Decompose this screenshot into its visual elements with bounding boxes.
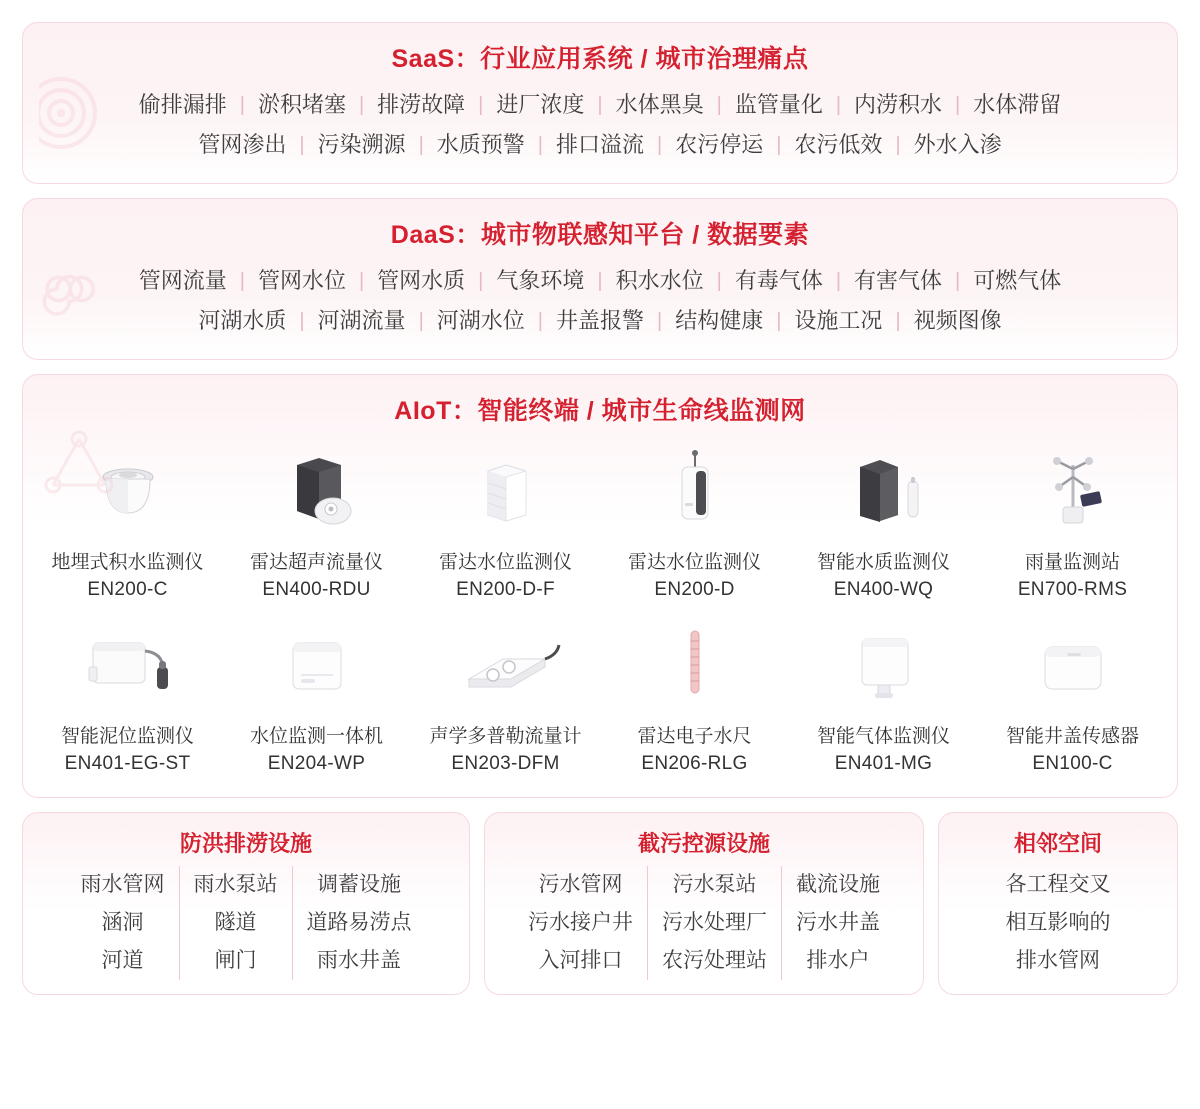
separator: |: [239, 94, 245, 116]
device-model: EN401-EG-ST: [64, 753, 191, 774]
device-name: 水位监测一体机: [249, 726, 383, 747]
flood-control-panel: [22, 812, 470, 995]
device-name: 地埋式积水监测仪: [51, 552, 204, 573]
daas-tag: 积水水位: [615, 268, 704, 293]
separator: |: [418, 134, 424, 156]
separator: |: [955, 94, 961, 116]
aiot-title: AIoT：智能终端 / 城市生命线监测网: [394, 397, 806, 425]
separator: |: [358, 270, 365, 292]
radar-ultrasonic-flow-meter-icon: [267, 447, 367, 539]
daas-tag: 有毒气体: [734, 268, 823, 293]
separator: |: [537, 310, 543, 332]
pollution-interception-panel: [484, 812, 924, 995]
saas-row-1: [39, 85, 1161, 125]
flood-item: 雨水泵站: [193, 873, 278, 896]
device-name: 雷达水位监测仪: [438, 552, 572, 573]
daas-tag: 有害气体: [854, 268, 943, 293]
device-model: EN200-C: [87, 579, 168, 600]
intercept-item: 农污处理站: [662, 949, 767, 972]
intercept-item: 入河排口: [538, 949, 623, 972]
separator: |: [597, 270, 603, 292]
saas-tag: 外水入渗: [913, 132, 1002, 157]
adjacent-lines: [939, 866, 1177, 980]
flood-item: 闸门: [214, 949, 257, 972]
separator: |: [955, 270, 961, 292]
device-name: 雷达水位监测仪: [627, 552, 761, 573]
device-card[interactable]: [789, 439, 978, 609]
daas-row-2: [39, 301, 1161, 341]
saas-tag: 污染溯源: [317, 132, 406, 157]
device-name: 声学多普勒流量计: [429, 726, 582, 747]
radar-electronic-water-gauge-icon: [649, 621, 741, 713]
adjacent-line: 排水管网: [1016, 949, 1100, 972]
intercept-item: 排水户: [806, 949, 870, 972]
integrated-water-level-monitor-icon: [271, 621, 363, 713]
daas-tag: 河湖水位: [436, 308, 525, 333]
device-model: EN206-RLG: [641, 753, 748, 774]
device-model: EN204-WP: [267, 753, 366, 774]
saas-tag: 排口溢流: [555, 132, 644, 157]
device-name: 雷达超声流量仪: [249, 552, 383, 573]
separator: |: [895, 134, 901, 156]
device-card[interactable]: [978, 613, 1167, 783]
flood-columns: [23, 866, 469, 980]
saas-tag: 水体黑臭: [615, 92, 704, 117]
daas-tag: 管网水位: [257, 268, 346, 293]
separator: |: [537, 134, 543, 156]
daas-tag: 结构健康: [675, 308, 764, 333]
aiot-panel: [22, 374, 1178, 798]
separator: |: [776, 310, 782, 332]
device-card[interactable]: [33, 439, 222, 609]
device-model: EN700-RMS: [1017, 579, 1128, 600]
flood-item: 道路易涝点: [306, 911, 412, 934]
intercept-item: 截流设施: [796, 873, 880, 896]
flood-item: 隧道: [214, 911, 257, 934]
daas-tag: 气象环境: [496, 268, 585, 293]
device-name: 智能水质监测仪: [816, 552, 950, 573]
intercept-item: 污水井盖: [796, 911, 880, 934]
device-name: 智能井盖传感器: [1005, 726, 1139, 747]
daas-tag: 管网流量: [138, 268, 227, 293]
device-name: 雷达电子水尺: [637, 726, 752, 747]
separator: |: [478, 270, 484, 292]
smart-sludge-level-monitor-icon: [73, 621, 183, 713]
saas-tag: 排涝故障: [377, 92, 466, 117]
device-name: 雨量监测站: [1024, 552, 1120, 573]
device-model: EN100-C: [1032, 753, 1113, 774]
smart-water-quality-monitor-icon: [834, 447, 934, 539]
device-name: 智能气体监测仪: [816, 726, 950, 747]
buried-water-level-sensor-icon: [82, 447, 174, 539]
daas-tag: 河湖水质: [198, 308, 287, 333]
separator: |: [835, 94, 842, 116]
saas-tag: 内涝积水: [854, 92, 943, 117]
device-model: EN400-RDU: [262, 579, 371, 600]
separator: |: [716, 94, 722, 116]
separator: |: [299, 134, 305, 156]
saas-tag: 农污停运: [675, 132, 764, 157]
adjacent-space-panel: [938, 812, 1178, 995]
intercept-columns: [485, 866, 923, 980]
daas-title: DaaS：城市物联感知平台 / 数据要素: [390, 221, 810, 249]
saas-row-2: [39, 125, 1161, 165]
smart-manhole-cover-sensor-icon: [1027, 621, 1119, 713]
device-model: EN401-MG: [834, 753, 933, 774]
daas-tag: 井盖报警: [555, 308, 644, 333]
device-card[interactable]: [978, 439, 1167, 609]
bottom-panels-row: [22, 812, 1178, 995]
device-grid: [23, 433, 1177, 797]
separator: |: [299, 310, 305, 332]
radar-water-level-monitor-slim-icon: [649, 447, 741, 539]
device-card[interactable]: [222, 439, 411, 609]
saas-tag: 农污低效: [794, 132, 883, 157]
flood-column-2: [179, 866, 292, 980]
separator: |: [895, 310, 901, 332]
intercept-column-2: [647, 866, 781, 980]
device-card[interactable]: [222, 613, 411, 783]
device-card[interactable]: [600, 613, 789, 783]
intercept-item: 污水管网: [538, 873, 623, 896]
saas-tag: 管网渗出: [198, 132, 287, 157]
separator: |: [239, 270, 245, 292]
flood-item: 调蓄设施: [317, 873, 401, 896]
flood-item: 涵洞: [101, 911, 144, 934]
separator: |: [478, 94, 484, 116]
daas-tag: 可燃气体: [973, 268, 1062, 293]
daas-tag: 视频图像: [913, 308, 1002, 333]
smart-gas-monitor-icon: [838, 621, 930, 713]
rainfall-monitoring-station-icon: [1023, 447, 1123, 539]
device-model: EN203-DFM: [451, 753, 560, 774]
flood-column-1: [67, 866, 179, 980]
separator: |: [418, 310, 424, 332]
flood-item: 河道: [101, 949, 144, 972]
saas-tag: 淤积堵塞: [257, 92, 346, 117]
intercept-column-1: [514, 866, 647, 980]
device-card[interactable]: [411, 613, 600, 783]
separator: |: [835, 270, 842, 292]
separator: |: [716, 270, 722, 292]
daas-tag: 河湖流量: [317, 308, 406, 333]
saas-tag: 进厂浓度: [496, 92, 585, 117]
device-model: EN200-D-F: [456, 579, 555, 600]
separator: |: [657, 310, 663, 332]
saas-title: SaaS：行业应用系统 / 城市治理痛点: [391, 45, 809, 73]
device-card[interactable]: [33, 613, 222, 783]
intercept-item: 污水处理厂: [662, 911, 767, 934]
device-name: 智能泥位监测仪: [60, 726, 194, 747]
flood-item: 雨水井盖: [317, 949, 401, 972]
device-model: EN200-D: [654, 579, 735, 600]
flood-item: 雨水管网: [80, 873, 165, 896]
saas-panel: [22, 22, 1178, 184]
radar-water-level-monitor-icon: [460, 447, 552, 539]
adjacent-line: 相互影响的: [1005, 911, 1111, 934]
saas-tag: 偷排漏排: [138, 92, 227, 117]
intercept-item: 污水泵站: [672, 873, 757, 896]
separator: |: [358, 94, 365, 116]
daas-row-1: [39, 261, 1161, 301]
daas-tag-rows: [23, 257, 1177, 359]
daas-tag: 管网水质: [377, 268, 466, 293]
device-card[interactable]: [411, 439, 600, 609]
intercept-column-3: [781, 866, 894, 980]
separator: |: [657, 134, 663, 156]
adjacent-line: 各工程交叉: [1005, 873, 1111, 896]
adjacent-space-title: 相邻空间: [1013, 831, 1102, 856]
saas-tag-rows: [23, 81, 1177, 183]
pollution-interception-title: 截污控源设施: [637, 831, 770, 856]
device-card[interactable]: [600, 439, 789, 609]
intercept-item: 污水接户井: [528, 911, 633, 934]
saas-tag: 水质预警: [436, 132, 525, 157]
device-model: EN400-WQ: [833, 579, 934, 600]
saas-tag: 水体滞留: [973, 92, 1062, 117]
device-card[interactable]: [789, 613, 978, 783]
separator: |: [597, 94, 603, 116]
flood-control-title: 防洪排涝设施: [179, 831, 312, 856]
flood-column-3: [292, 866, 426, 980]
separator: |: [776, 134, 782, 156]
daas-tag: 设施工况: [794, 308, 883, 333]
saas-tag: 监管量化: [734, 92, 823, 117]
daas-panel: [22, 198, 1178, 360]
acoustic-doppler-flow-meter-icon: [451, 621, 561, 713]
